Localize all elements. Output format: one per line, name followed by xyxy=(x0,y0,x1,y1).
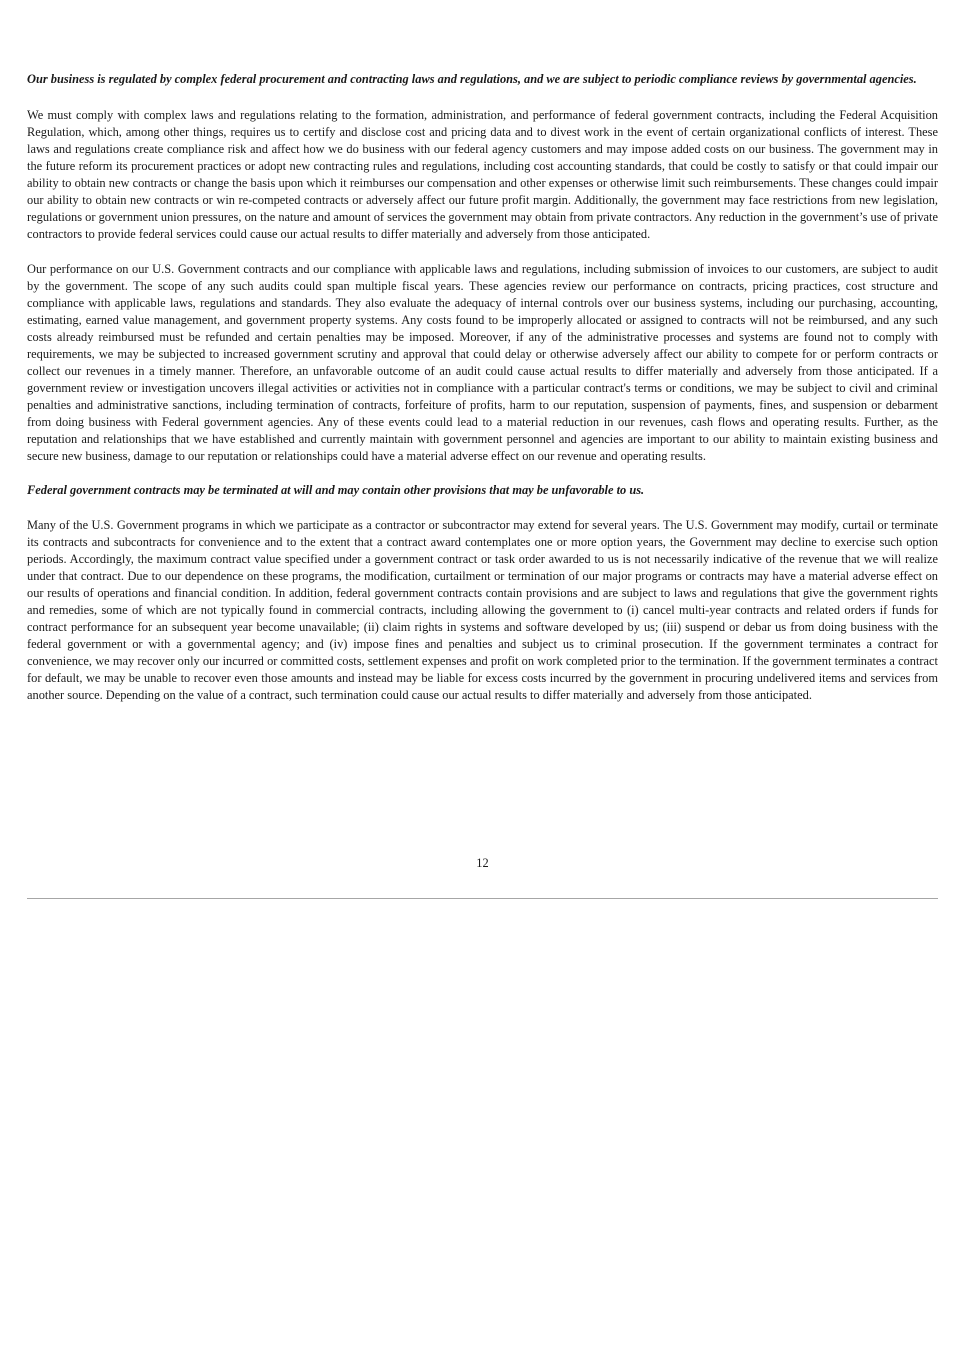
paragraph-termination-risk: Many of the U.S. Government programs in which we participate as a contractor or subcontractor may extend for several years. The U.S. Government may modify, curtail or terminate its contracts and subcontracts for convenience and to the extent that a contract award contemplates one or more option years, the Government may decline to exercise such option periods. Accordingly, the maximum contract value specified under a government contract or task order awarded to us is not necessarily indicative of the revenue that we will realize under that contract. Due to our dependence on these programs, the modification, curtailment or termination of our major programs or contracts may have a material adverse effect on our results of operations and financial condition. In addition, federal government contracts contain provisions and are subject to laws and regulations that give the government rights and remedies, some of which are not typically found in commercial contracts, including allowing the government to (i) cancel multi-year contracts and related orders if funds for contract performance for an subsequent year become unavailable; (ii) claim rights in systems and software developed by us; (iii) suspend or debar us from doing business with the federal government or with a governmental agency; and (iv) impose fines and penalties and subject us to criminal prosecution. If the government terminates a contract for convenience, we may recover only our incurred or committed costs, settlement expenses and profit on work completed prior to the termination. If the government terminates a contract for default, we may be unable to recover even those amounts and instead may be liable for excess costs incurred by the government in procuring undelivered items and services from another source. Depending on the value of a contract, such termination could cause our actual results to differ materially and adversely from those anticipated. xyxy=(27,518,938,702)
paragraph-compliance-laws: We must comply with complex laws and regulations relating to the formation, administration, and performance of federal government contracts, including the Federal Acquisition Regulation, which, among other things, requires us to certify and disclose cost and pricing data and to divest work in the event of certain organizational conflicts of interest. These laws and regulations create compliance risk and affect how we do business with our federal agency customers and may impose added costs on our business. The government may in the future reform its procurement practices or adopt new contracting rules and regulations, including cost accounting standards, that could be costly to satisfy or that could impair our ability to obtain new contracts or change the basis upon which it reimburses our compensation and other expenses or otherwise limit such reimbursements. These changes could impair our ability to obtain new contracts or win re-competed contracts or adversely affect our future profit margin. Additionally, the government may face restrictions from new legislation, regulations or government union pressures, on the nature and amount of services the government may obtain from private contractors. Any reduction in the government’s use of private contractors to provide federal services could cause our actual results to differ materially and adversely from those anticipated. xyxy=(27,107,938,241)
page-number: 12 xyxy=(476,856,489,870)
document-page xyxy=(27,71,938,704)
section-heading-procurement-regulation: Our business is regulated by complex federal procurement and contracting laws and regulations, and we are subject to periodic compliance reviews by governmental agencies. xyxy=(27,72,917,86)
paragraph-government-audits: Our performance on our U.S. Government contracts and our compliance with applicable laws and regulations, including submission of invoices to our customers, are subject to audit by the government. The scope of any such audits could span multiple fiscal years. These agencies review our performance on contracts, pricing practices, cost structure and compliance with applicable laws, regulations and standards. They also evaluate the adequacy of internal controls over our business systems, including our purchasing, accounting, estimating, earned value management, and government property systems. Any costs found to be improperly allocated or assigned to contracts will not be reimbursed, and any such costs already reimbursed must be refunded and certain penalties may be imposed. Moreover, if any of the administrative processes and systems are found not to comply with requirements, we may be subjected to increased government scrutiny and approval that could delay or otherwise adversely affect our ability to compete for or perform contracts or collect our revenues in a timely manner. Therefore, an unfavorable outcome of an audit could cause actual results to differ materially and adversely from those anticipated. If a government review or investigation uncovers illegal activities or activities not in compliance with a particular contract's terms or conditions, we may be subject to civil and criminal penalties and administrative sanctions, including termination of contracts, forfeiture of profits, harm to our reputation, suspension of payments, fines, and suspension or debarment from doing business with Federal government agencies. Any of these events could lead to a material reduction in our revenues, cash flows and operating results. Further, as the reputation and relationships that we have established and currently maintain with government personnel and agencies are important to our ability to maintain existing business and secure new business, damage to our reputation or relationships could have a material adverse effect on our revenue and operating results. xyxy=(27,261,938,463)
section-heading-contract-termination: Federal government contracts may be terminated at will and may contain other provisions that may be unfavorable to us. xyxy=(27,482,645,497)
page-divider xyxy=(27,898,938,899)
